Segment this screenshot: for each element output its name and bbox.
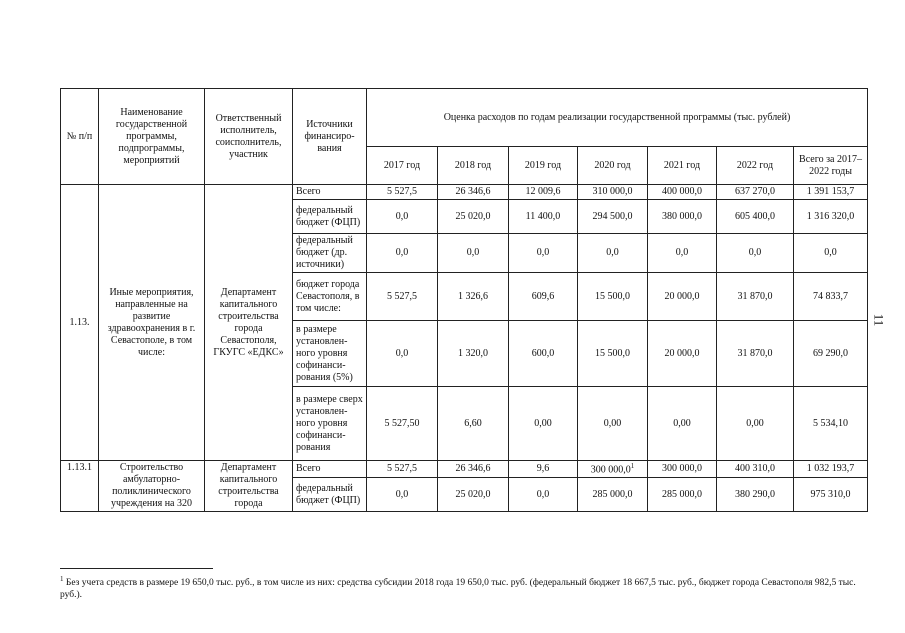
value-cell xyxy=(438,461,509,478)
row-responsible: Департамент капитального строительства города Севастополя, ГКУГС «ЕДКС» xyxy=(205,185,293,461)
value-text: 6,60 xyxy=(464,417,482,429)
value-cell xyxy=(438,234,509,273)
value-cell xyxy=(578,185,648,200)
value-text: 380 290,0 xyxy=(735,488,775,500)
value-text: 1 316 320,0 xyxy=(806,210,855,222)
header-row-1 xyxy=(61,89,868,147)
value-cell xyxy=(438,273,509,321)
budget-table xyxy=(60,88,868,512)
value-text: 1 320,0 xyxy=(458,347,488,359)
value-text: 0,0 xyxy=(824,247,837,258)
footnote-mark: 1 xyxy=(60,575,64,583)
header-year: 2021 год xyxy=(648,147,717,185)
value-cell xyxy=(717,200,794,234)
value-cell xyxy=(509,200,578,234)
value-text: 25 020,0 xyxy=(455,210,491,222)
row-responsible: Департамент капитального строительства города xyxy=(205,461,293,512)
value-text: 0,0 xyxy=(395,247,409,258)
value-cell xyxy=(509,234,578,273)
footnote-ref: 1 xyxy=(630,462,635,470)
value-cell xyxy=(367,200,438,234)
value-text: 1 326,6 xyxy=(458,290,488,302)
value-text: 285 000,0 xyxy=(662,488,702,500)
value-cell xyxy=(717,321,794,387)
value-cell xyxy=(794,185,868,200)
value-text: 975 310,0 xyxy=(810,488,851,500)
header-estimate: Оценка расходов по годам реализации государственной программы (тыс. рублей) xyxy=(367,89,868,147)
value-text: 1 391 153,7 xyxy=(806,186,855,197)
value-cell xyxy=(509,478,578,512)
value-text: 400 310,0 xyxy=(735,463,775,475)
value-text: 0,0 xyxy=(395,210,409,222)
value-cell xyxy=(717,387,794,461)
value-cell xyxy=(367,273,438,321)
value-cell xyxy=(438,478,509,512)
value-cell xyxy=(648,387,717,461)
value-text: 69 290,0 xyxy=(813,347,848,359)
header-year: 2018 год xyxy=(438,147,509,185)
value-cell xyxy=(367,387,438,461)
header-year: Всего за 2017–2022 годы xyxy=(794,147,868,185)
value-text: 310 000,0 xyxy=(592,186,633,197)
value-cell xyxy=(509,273,578,321)
value-text: 0,00 xyxy=(673,417,691,429)
funding-source: в размере сверх установлен-ного уровня софинанси-рования xyxy=(293,387,367,461)
header-year: 2020 год xyxy=(578,147,648,185)
table-body xyxy=(61,185,868,512)
header-sources: Источники финансиро-вания xyxy=(293,89,367,185)
value-text: 0,00 xyxy=(534,417,552,429)
value-cell xyxy=(648,461,717,478)
value-text: 0,0 xyxy=(606,247,619,258)
value-text: 5 527,50 xyxy=(384,417,420,429)
value-cell xyxy=(794,478,868,512)
value-cell xyxy=(648,185,717,200)
value-cell xyxy=(367,234,438,273)
value-cell xyxy=(438,387,509,461)
value-text: 380 000,0 xyxy=(662,210,702,222)
value-cell xyxy=(717,478,794,512)
value-text: 26 346,6 xyxy=(455,463,491,475)
value-text: 285 000,0 xyxy=(592,488,633,500)
footnote xyxy=(60,575,868,602)
value-cell xyxy=(794,200,868,234)
value-text: 600,0 xyxy=(531,347,555,359)
value-cell xyxy=(578,461,648,478)
value-cell xyxy=(367,185,438,200)
value-text: 294 500,0 xyxy=(592,210,633,222)
value-cell xyxy=(367,461,438,478)
value-text: 5 527,5 xyxy=(387,186,417,197)
value-text: 20 000,0 xyxy=(664,347,700,359)
header-year: 2022 год xyxy=(717,147,794,185)
value-text: 15 500,0 xyxy=(595,290,630,302)
value-text: 300 000,0 xyxy=(662,463,702,475)
value-cell xyxy=(578,234,648,273)
value-cell xyxy=(794,321,868,387)
value-cell xyxy=(794,234,868,273)
value-cell xyxy=(794,387,868,461)
header-name: Наименование государственной программы, подпрограммы, мероприятий xyxy=(99,89,205,185)
value-cell xyxy=(578,273,648,321)
value-text: 20 000,0 xyxy=(664,290,700,302)
value-cell xyxy=(509,185,578,200)
header-num: № п/п xyxy=(61,89,99,185)
table-row xyxy=(61,185,868,200)
value-text: 0,0 xyxy=(536,247,550,258)
funding-source: бюджет города Севастополя, в том числе: xyxy=(293,273,367,321)
value-text: 31 870,0 xyxy=(737,347,773,359)
value-cell xyxy=(648,478,717,512)
header-responsible: Ответственный исполнитель, соисполнитель, участник xyxy=(205,89,293,185)
value-text: 0,0 xyxy=(675,247,689,258)
header-year: 2019 год xyxy=(509,147,578,185)
funding-source: Всего xyxy=(293,461,367,478)
value-text: 5 527,5 xyxy=(387,290,417,302)
funding-source: Всего xyxy=(293,185,367,200)
value-text: 31 870,0 xyxy=(737,290,773,302)
value-text: 609,6 xyxy=(531,290,555,302)
value-text: 0,0 xyxy=(395,347,409,359)
row-number: 1.13. xyxy=(61,185,99,461)
value-cell xyxy=(578,387,648,461)
value-cell xyxy=(648,234,717,273)
value-text: 5 527,5 xyxy=(387,463,417,475)
value-cell xyxy=(717,234,794,273)
row-number: 1.13.1 xyxy=(61,461,99,512)
value-text: 12 009,6 xyxy=(525,186,561,197)
value-cell xyxy=(509,387,578,461)
value-cell xyxy=(578,478,648,512)
table-row xyxy=(61,461,868,478)
value-text: 26 346,6 xyxy=(455,186,491,197)
value-text: 0,0 xyxy=(395,488,409,500)
value-text: 1 032 193,7 xyxy=(806,463,855,475)
row-name: Строительство амбулаторно-поликлинического учреждения на 320 xyxy=(99,461,205,512)
value-cell xyxy=(794,461,868,478)
value-cell xyxy=(438,321,509,387)
value-cell xyxy=(794,273,868,321)
value-text: 0,00 xyxy=(746,417,764,429)
value-cell xyxy=(367,321,438,387)
value-text: 0,0 xyxy=(536,488,550,500)
funding-source: федеральный бюджет (ФЦП) xyxy=(293,200,367,234)
value-text: 605 400,0 xyxy=(735,210,775,222)
value-text: 0,00 xyxy=(603,417,622,429)
value-cell xyxy=(438,200,509,234)
value-text: 25 020,0 xyxy=(455,488,491,500)
value-text: 74 833,7 xyxy=(813,290,848,302)
value-cell xyxy=(438,185,509,200)
value-cell xyxy=(509,321,578,387)
value-cell xyxy=(717,461,794,478)
footnote-divider xyxy=(60,568,213,569)
value-cell xyxy=(367,478,438,512)
value-text: 637 270,0 xyxy=(735,186,775,197)
funding-source: федеральный бюджет (ФЦП) xyxy=(293,478,367,512)
value-cell xyxy=(509,461,578,478)
funding-source: федеральный бюджет (др. источники) xyxy=(293,234,367,273)
value-cell xyxy=(648,200,717,234)
value-text: 11 400,0 xyxy=(525,210,561,222)
value-text: 5 534,10 xyxy=(813,417,848,429)
value-cell xyxy=(717,273,794,321)
value-cell xyxy=(578,321,648,387)
value-text: 0,0 xyxy=(748,247,762,258)
row-name: Иные мероприятия, направленные на развитие здравоохранения в г. Севастополе, в том числе: xyxy=(99,185,205,461)
funding-source: в размере установлен-ного уровня софинанси-рования (5%) xyxy=(293,321,367,387)
value-cell xyxy=(717,185,794,200)
value-cell xyxy=(578,200,648,234)
value-cell xyxy=(648,273,717,321)
value-text: 0,0 xyxy=(466,247,480,258)
header-year: 2017 год xyxy=(367,147,438,185)
page-number: 11 xyxy=(871,313,887,327)
value-text: 300 000,0 xyxy=(590,464,631,476)
value-cell xyxy=(648,321,717,387)
value-text: 400 000,0 xyxy=(662,186,702,197)
footnote-text: Без учета средств в размере 19 650,0 тыс. руб., в том числе из них: средства субсидии 2018 года 19 650,0 тыс. руб. (федеральный бюджет 18 667,5 тыс. руб., бюджет города Севастополя 982,5 тыс. руб.). xyxy=(60,578,856,601)
value-text: 9,6 xyxy=(536,463,550,475)
value-text: 15 500,0 xyxy=(595,347,630,359)
